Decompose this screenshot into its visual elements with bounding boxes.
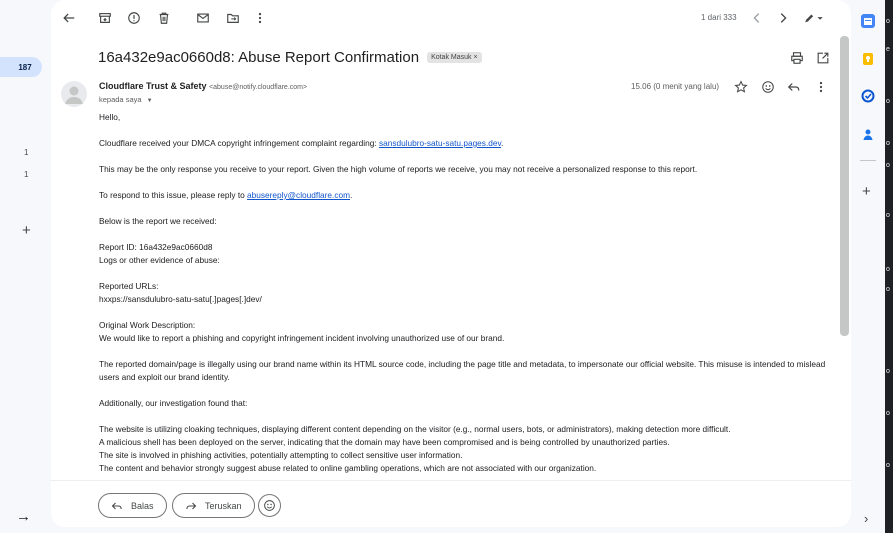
inbox-unread-badge[interactable]: 187 — [0, 57, 42, 77]
open-new-window-icon[interactable] — [815, 50, 831, 66]
rail-divider — [860, 160, 876, 161]
get-addons-button[interactable]: + — [862, 183, 871, 200]
star-icon[interactable] — [733, 79, 749, 95]
strip-char: o — [886, 140, 890, 147]
background-window-strip — [885, 0, 893, 533]
archive-icon[interactable] — [97, 10, 113, 26]
strip-char: o — [886, 266, 890, 273]
forward-label: Teruskan — [205, 500, 242, 511]
subject-row — [98, 46, 482, 68]
contacts-icon[interactable] — [861, 127, 875, 141]
reported-urls: Reported URLs: hxxps://sansdulubro-satu-satu[.]pages[.]dev/ — [99, 281, 262, 304]
expand-arrow-icon[interactable]: → — [16, 508, 31, 525]
strip-char: o — [886, 98, 890, 105]
report-spam-icon[interactable] — [126, 10, 142, 26]
strip-char: o — [886, 286, 890, 293]
keep-icon[interactable] — [861, 52, 875, 66]
emoji-reaction-button[interactable] — [258, 494, 281, 517]
move-to-icon[interactable] — [225, 10, 241, 26]
next-email-icon[interactable] — [775, 10, 791, 26]
message-more-icon[interactable] — [813, 79, 829, 95]
sender-avatar[interactable] — [61, 81, 87, 107]
body-paragraph: Cloudflare received your DMCA copyright infringement complaint regarding: sansdulubro-satu-satu.pages.dev. — [99, 138, 504, 148]
strip-char: o — [886, 18, 890, 25]
reply-icon[interactable] — [786, 79, 802, 95]
reply-icon — [111, 500, 123, 512]
report-info: Report ID: 16a432e9ac0660d8 Logs or other evidence of abuse: — [99, 242, 220, 265]
reply-footer — [51, 480, 851, 527]
body-paragraph: Below is the report we received: — [99, 216, 217, 226]
recipient-details[interactable] — [99, 95, 153, 104]
add-label-button[interactable]: + — [22, 222, 31, 239]
pagination-label: 1 dari 333 — [701, 13, 737, 22]
sender-line — [99, 81, 307, 91]
more-vert-icon[interactable] — [252, 10, 268, 26]
inbox-label-chip[interactable] — [427, 52, 482, 63]
emoji-reaction-icon[interactable] — [760, 79, 776, 95]
sender-email: <abuse@notify.cloudflare.com> — [209, 84, 308, 91]
reported-domain-link[interactable]: sansdulubro-satu-satu.pages.dev — [378, 138, 502, 148]
email-body — [99, 111, 827, 488]
reply-label: Balas — [131, 500, 154, 511]
previous-email-icon[interactable] — [749, 10, 765, 26]
folder-count: 1 — [24, 170, 29, 179]
smiley-icon — [263, 499, 276, 512]
back-arrow-icon[interactable] — [61, 10, 77, 26]
mark-unread-icon[interactable] — [195, 10, 211, 26]
recipient-label: kepada saya — [99, 95, 142, 104]
left-rail — [0, 0, 50, 533]
reply-button[interactable] — [98, 493, 167, 518]
email-scrollbar[interactable] — [840, 36, 849, 336]
side-panel-rail — [851, 0, 885, 533]
body-paragraph: This may be the only response you receive to your report. Given the high volume of reports we receive, you may not receive a personalized response to this report. — [99, 164, 698, 174]
email-toolbar — [51, 0, 851, 36]
abuse-reply-email-link[interactable]: abusereply@cloudflare.com — [247, 190, 351, 200]
hide-side-panel-icon[interactable]: › — [864, 511, 869, 526]
email-view — [51, 0, 851, 527]
strip-char: o — [886, 162, 890, 169]
chevron-down-icon[interactable]: ▼ — [146, 98, 153, 104]
forward-icon — [185, 500, 197, 512]
email-subject: 16a432e9ac0660d8: Abuse Report Confirmation — [98, 48, 420, 66]
findings-list: The website is utilizing cloaking techniques, displaying different content depending on the visitor (e.g., normal users, bots, or administrators), making detection more difficult. A malicious shell has been deployed on the server, indicating that the domain may have been compromised and is being controlled by unauthorized parties. The site is involved in phishing activities, potentially attempting to collect sensitive user information. The content and behavior strongly suggest abuse related to online gambling operations, which are not associated with our organization. — [99, 424, 731, 473]
strip-char: o — [886, 212, 890, 219]
remove-label-icon[interactable]: × — [473, 53, 478, 61]
delete-icon[interactable] — [156, 10, 172, 26]
calendar-icon[interactable] — [861, 14, 875, 28]
inbox-label-text: Kotak Masuk — [431, 53, 472, 61]
forward-button[interactable] — [172, 493, 255, 518]
greeting: Hello, — [99, 112, 121, 122]
tasks-icon[interactable] — [861, 89, 875, 103]
strip-char: o — [886, 368, 890, 375]
sender-name[interactable]: Cloudflare Trust & Safety — [99, 81, 207, 91]
print-icon[interactable] — [789, 50, 805, 66]
original-work-description: Original Work Description: We would like to report a phishing and copyright infringement incident involving unauthorized use of our brand. — [99, 320, 505, 343]
email-timestamp: 15.06 (0 menit yang lalu) — [631, 82, 720, 91]
body-paragraph: To respond to this issue, please reply to abusereply@cloudflare.com. — [99, 190, 353, 200]
strip-char: e — [886, 46, 890, 53]
folder-count: 1 — [24, 148, 29, 157]
strip-char: o — [886, 462, 890, 469]
body-paragraph: Additionally, our investigation found that: — [99, 398, 248, 408]
body-paragraph: The reported domain/page is illegally using our brand name within its HTML source code, including the page title and metadata, to impersonate our official website. This misuse is intended to mislead users and exploit our brand identity. — [99, 359, 826, 382]
strip-char: o — [886, 410, 890, 417]
input-tools-icon[interactable] — [801, 10, 827, 26]
